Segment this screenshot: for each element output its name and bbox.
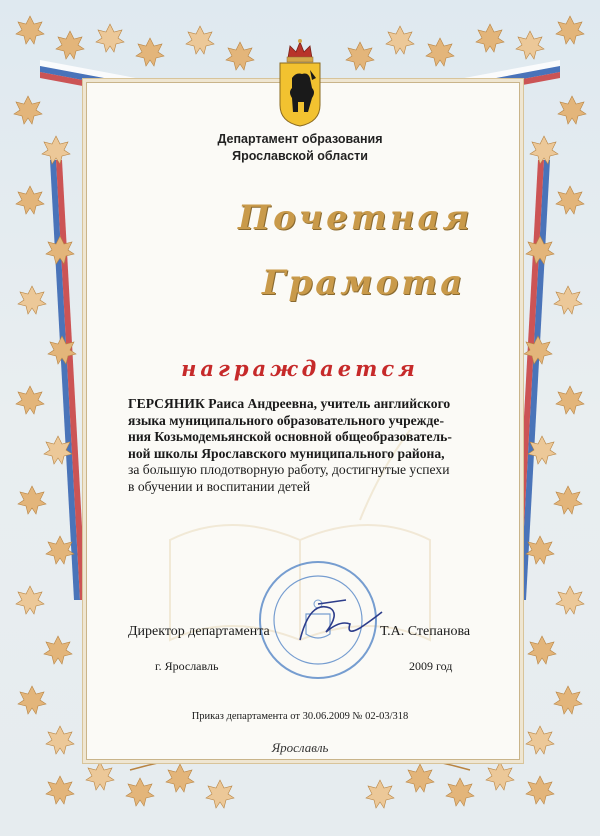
title-word-2: Грамота — [262, 263, 466, 303]
citation-line-5: за большую плодотворную работу, достигнутые успехи — [128, 462, 450, 478]
crown-icon — [287, 39, 313, 62]
citation-line-1: ГЕРСЯНИК Раиса Андреевна, учитель английского — [128, 396, 451, 411]
awarded-heading: награждается — [181, 356, 419, 381]
department-name — [0, 131, 600, 165]
signature-icon — [300, 600, 382, 640]
department-line-2: Ярославской области — [232, 149, 368, 163]
coat-of-arms-icon — [280, 63, 320, 126]
director-name: Т.А. Степанова — [380, 624, 471, 639]
citation-line-6: в обучении и воспитании детей — [128, 478, 311, 494]
citation-line-4: ной школы Ярославского муниципального района, — [128, 445, 445, 461]
footer-city: Ярославль — [271, 740, 329, 755]
director-label: Директор департамента — [128, 624, 270, 639]
citation-line-2: языка муниципального образовательного учрежде- — [128, 412, 444, 428]
issue-year: 2009 год — [409, 659, 453, 673]
department-line-1: Департамент образования — [217, 132, 383, 146]
citation-text — [128, 396, 488, 496]
official-stamp-icon — [260, 562, 376, 678]
order-reference: Приказ департамента от 30.06.2009 № 02-03/318 — [191, 711, 409, 722]
issue-city: г. Ярославль — [155, 659, 219, 673]
title-word-1: Почетная — [238, 198, 473, 238]
citation-line-3: ния Козьмодемьянской основной общеобразователь- — [128, 429, 452, 445]
